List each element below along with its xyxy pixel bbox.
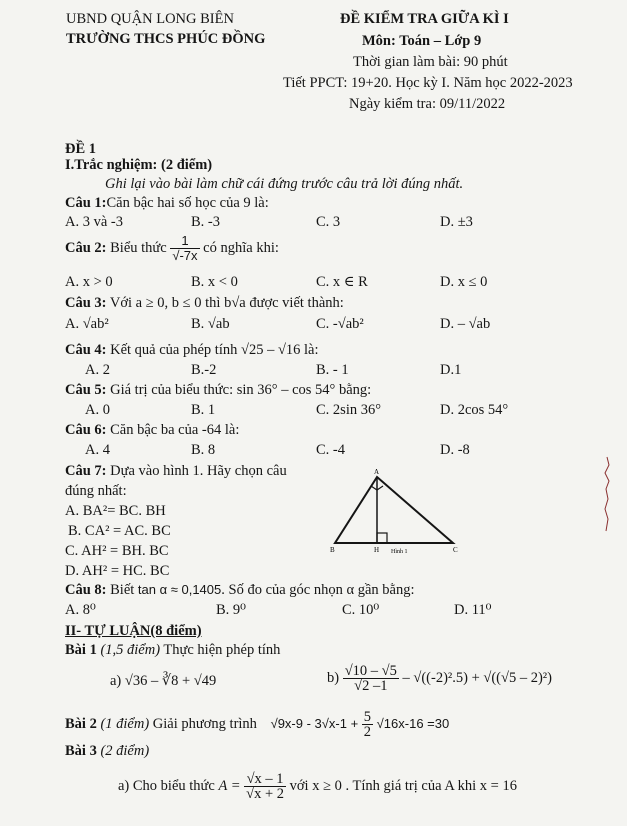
q8-option-a: A. 8⁰ <box>65 602 96 618</box>
q5-option-b: B. 1 <box>191 402 216 418</box>
q8-option-d: D. 11⁰ <box>454 602 492 618</box>
bai2-fraction: $\frac{5}{2}$ <box>363 709 372 740</box>
q1-option-a: A. 3 và -3 <box>65 214 123 230</box>
vertex-a-label: A <box>374 468 380 476</box>
bai1-b-fraction: $\frac{√10 - √5}{√2 -1}$ <box>344 663 397 694</box>
bai3-label: Bài 3 <box>65 743 97 759</box>
question-2 <box>65 234 279 263</box>
bai3-a-text2: với x ≥ 0 . Tính giá trị của A khi x = 16 <box>289 777 517 794</box>
bai2-expression-part2: √16x-16 =30 <box>376 715 450 731</box>
q1-option-c: C. 3 <box>316 214 341 230</box>
bai3-part-a <box>118 772 517 801</box>
q6-option-c: C. -4 <box>316 442 345 458</box>
bai3-a-text1: a) Cho biểu thức <box>118 777 219 794</box>
question-6 <box>65 421 239 439</box>
exam-title: ĐỀ KIỂM TRA GIỮA KÌ I <box>340 11 509 27</box>
bai1-part-b <box>327 664 552 693</box>
question-8-label: Câu 8: <box>65 582 107 598</box>
part1-instruction: Ghi lại vào bài làm chữ cái đứng trước câu trả lời đúng nhất. <box>105 176 464 192</box>
question-1 <box>65 194 269 212</box>
q7-option-c: C. AH² = BH. BC <box>65 543 169 559</box>
triangle-shape <box>335 477 453 543</box>
bai1-b-label: b) <box>327 669 340 686</box>
bai2-label: Bài 2 <box>65 715 97 732</box>
q8-option-c: C. 10⁰ <box>342 602 380 618</box>
question-7-label: Câu 7: <box>65 463 107 479</box>
question-3-text: Với a ≥ 0, b ≤ 0 thì b√a được viết thành: <box>109 295 344 311</box>
q4-option-b: B.-2 <box>191 362 217 378</box>
bai2-line <box>65 710 449 739</box>
question-6-label: Câu 6: <box>65 422 107 438</box>
bai1-text: Thực hiện phép tính <box>160 642 281 658</box>
bai3-points: (2 điểm) <box>100 743 150 759</box>
bai3-a-fraction: $\frac{√x - 1}{√x + 2}$ <box>246 771 285 802</box>
question-5-text: Giá trị của biểu thức: sin 36° – cos 54° bằng: <box>110 382 372 398</box>
q1-option-d: D. ±3 <box>440 214 473 230</box>
right-angle-mark-h <box>377 533 387 543</box>
question-5-label: Câu 5: <box>65 382 107 398</box>
q7-option-d: D. AH² = HC. BC <box>65 563 170 579</box>
question-8-text-after: . Số đo của góc nhọn α gần bằng: <box>221 582 415 598</box>
question-4-text: Kết quả của phép tính √25 – √16 là: <box>110 342 319 358</box>
question-7-text: Dựa vào hình 1. Hãy chọn câu <box>106 463 287 479</box>
q3-option-a: A. √ab² <box>65 316 109 332</box>
question-8-expression: tan α ≈ 0,1405 <box>137 582 222 597</box>
question-2-label: Câu 2: <box>65 239 107 256</box>
bai3-heading <box>65 742 149 760</box>
question-6-text: Căn bậc ba của -64 là: <box>110 422 240 438</box>
question-8 <box>65 581 415 599</box>
margin-scribble-icon <box>600 455 614 535</box>
question-2-text: Biểu thức <box>110 239 167 256</box>
bai1-a-expression: √36 – ∛8 + √49 <box>124 673 217 689</box>
question-3 <box>65 294 344 312</box>
q2-option-b: B. x < 0 <box>191 274 238 290</box>
q8-option-b: B. 9⁰ <box>216 602 246 618</box>
question-7 <box>65 462 287 480</box>
bai1-points: (1,5 điểm) <box>100 642 161 658</box>
figure-caption: Hình 1 <box>391 549 408 555</box>
bai1-part-a <box>110 672 216 690</box>
q5-option-d: D. 2cos 54° <box>440 402 509 418</box>
q1-option-b: B. -3 <box>191 214 220 230</box>
q7-option-a: A. BA²= BC. BH <box>65 503 166 519</box>
bai1-heading <box>65 641 280 659</box>
vertex-b-label: B <box>330 546 335 554</box>
question-3-label: Câu 3: <box>65 295 107 311</box>
triangle-figure <box>325 465 465 560</box>
vertex-c-label: C <box>453 546 458 554</box>
bai3-a-lhs: A = <box>218 777 241 794</box>
exam-code: ĐỀ 1 <box>65 141 97 157</box>
question-2-fraction: $\frac{1}{√-7x}$ <box>172 233 198 263</box>
q6-option-b: B. 8 <box>191 442 216 458</box>
ppct-line: Tiết PPCT: 19+20. Học kỳ I. Năm học 2022-2023 <box>283 75 573 91</box>
department-name: UBND QUẬN LONG BIÊN <box>66 11 234 27</box>
bai1-label: Bài 1 <box>65 642 97 658</box>
q5-option-a: A. 0 <box>85 402 110 418</box>
bai2-expression-part1: √9x-9 - 3√x-1 + <box>270 715 359 731</box>
q2-option-c: C. x ∈ R <box>316 274 368 290</box>
bai2-text: Giải phương trình <box>149 715 257 732</box>
question-2-text-after: có nghĩa khi: <box>203 239 279 256</box>
bai1-a-label: a) <box>110 673 122 689</box>
margin-handwriting <box>600 455 614 535</box>
q3-option-d: D. – √ab <box>440 316 491 332</box>
duration-line: Thời gian làm bài: 90 phút <box>353 54 508 70</box>
question-4 <box>65 341 319 359</box>
bai1-b-rest: – √((-2)².5) + √((√5 – 2)²) <box>402 669 552 686</box>
vertex-h-label: H <box>374 546 380 554</box>
q6-option-a: A. 4 <box>85 442 110 458</box>
question-1-text: Căn bậc hai số học của 9 là: <box>106 195 269 211</box>
q4-option-d: D.1 <box>440 362 462 378</box>
q5-option-c: C. 2sin 36° <box>316 402 382 418</box>
question-1-label: Câu 1: <box>65 195 107 211</box>
q4-option-c: B. - 1 <box>316 362 349 378</box>
q3-option-c: C. -√ab² <box>316 316 364 332</box>
part1-title: I.Trắc nghiệm: (2 điểm) <box>65 157 213 173</box>
question-7-text-line2: đúng nhất: <box>65 483 127 499</box>
exam-date: Ngày kiểm tra: 09/11/2022 <box>349 96 506 112</box>
q7-option-b: B. CA² = AC. BC <box>68 523 171 539</box>
question-8-text: Biết <box>110 582 135 598</box>
q3-option-b: B. √ab <box>191 316 230 332</box>
subject-line: Môn: Toán – Lớp 9 <box>362 33 482 49</box>
question-4-label: Câu 4: <box>65 342 107 358</box>
bai2-points: (1 điểm) <box>100 715 150 732</box>
q6-option-d: D. -8 <box>440 442 470 458</box>
school-name: TRƯỜNG THCS PHÚC ĐỒNG <box>66 31 266 47</box>
q2-option-a: A. x > 0 <box>65 274 113 290</box>
q2-option-d: D. x ≤ 0 <box>440 274 488 290</box>
part2-title: II- TỰ LUẬN(8 điểm) <box>65 623 202 639</box>
q4-option-a: A. 2 <box>85 362 110 378</box>
question-5 <box>65 381 371 399</box>
